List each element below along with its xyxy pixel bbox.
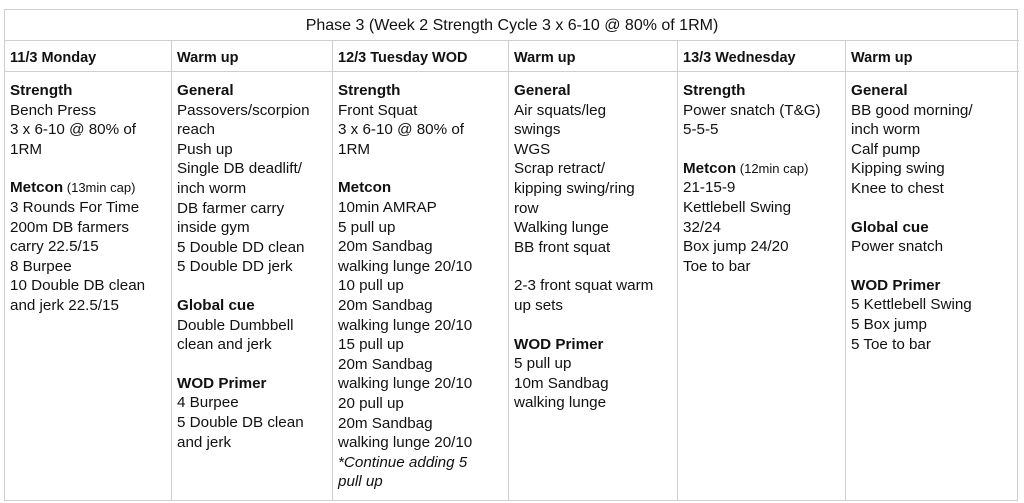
- block-line: 3 x 6-10 @ 80% of: [338, 121, 465, 139]
- block-line: BB good morning/: [851, 101, 973, 119]
- block-line: 20m Sandbag: [338, 296, 433, 314]
- block-line: walking lunge 20/10: [338, 316, 473, 334]
- block-line: 200m DB farmers: [10, 218, 130, 236]
- block-line: 1RM: [338, 140, 371, 158]
- block-line: Double Dumbbell: [177, 316, 294, 334]
- block-line: kipping swing/ring: [514, 179, 635, 197]
- workout-block: [683, 81, 845, 140]
- workout-block: [338, 178, 508, 492]
- block-line: 5 pull up: [338, 218, 396, 236]
- block-title: [338, 178, 508, 198]
- block-line: walking lunge 20/10: [338, 257, 473, 275]
- block-title: [851, 218, 1019, 238]
- block-line: clean and jerk: [177, 336, 272, 354]
- block-line: walking lunge 20/10: [338, 434, 473, 452]
- block-title: [10, 81, 171, 101]
- block-line: inch worm: [177, 179, 247, 197]
- block-note-line: *Continue adding 5: [338, 453, 468, 471]
- workout-block: [177, 81, 332, 277]
- block-title-text: Global cue: [177, 296, 255, 314]
- block-title-text: General: [514, 82, 571, 99]
- workout-block: [338, 81, 508, 159]
- block-line: inside gym: [177, 219, 250, 237]
- workout-block: [683, 159, 845, 277]
- block-line: Passovers/scorpion: [177, 101, 310, 119]
- block-line: 5-5-5: [683, 121, 719, 139]
- block-title-text: Strength: [10, 82, 73, 99]
- block-line: WGS: [514, 140, 551, 158]
- block-title-text: General: [851, 82, 908, 99]
- block-line: Kettlebell Swing: [683, 198, 792, 216]
- workout-block: [10, 178, 171, 315]
- workout-block: [851, 81, 1019, 199]
- block-line: 10min AMRAP: [338, 198, 437, 216]
- block-line: Toe to bar: [683, 257, 751, 275]
- block-line: and jerk: [177, 433, 232, 451]
- table-title: Phase 3 (Week 2 Strength Cycle 3 x 6-10 @ 80% of 1RM): [5, 10, 1019, 41]
- block-line: 5 Double DB clean: [177, 413, 304, 431]
- column-wednesday: [678, 72, 846, 500]
- block-title: [851, 276, 1019, 296]
- workout-block: [177, 374, 332, 452]
- block-title-text: Global cue: [851, 218, 929, 236]
- block-title: [177, 296, 332, 316]
- block-line: 3 Rounds For Time: [10, 198, 140, 216]
- block-title-note: (13min cap): [63, 180, 136, 196]
- block-line: 4 Burpee: [177, 394, 239, 412]
- block-line: inch worm: [851, 121, 921, 139]
- workout-block: [851, 218, 1019, 257]
- block-line: 10 Double DB clean: [10, 277, 146, 295]
- block-line: 8 Burpee: [10, 257, 72, 275]
- header-warmup-2: Warm up: [509, 41, 678, 72]
- block-line: 20m Sandbag: [338, 414, 433, 432]
- block-title: [177, 81, 332, 101]
- block-title: [514, 335, 677, 355]
- header-wednesday: 13/3 Wednesday: [678, 41, 846, 72]
- block-line: BB front squat: [514, 238, 611, 256]
- block-line: Push up: [177, 140, 233, 158]
- block-line: and jerk 22.5/15: [10, 296, 119, 314]
- block-line: Box jump 24/20: [683, 238, 789, 256]
- block-line: carry 22.5/15: [10, 238, 99, 256]
- block-title: [683, 81, 845, 101]
- workout-table: [4, 9, 1018, 501]
- column-warmup-1: [172, 72, 333, 500]
- block-line: reach: [177, 121, 215, 139]
- block-line: Walking lunge: [514, 219, 609, 237]
- workout-block: [514, 335, 677, 413]
- block-line: 21-15-9: [683, 179, 736, 197]
- block-title: [10, 178, 171, 198]
- block-title-text: Metcon: [338, 179, 392, 197]
- column-tuesday: [333, 72, 509, 500]
- block-line: 5 pull up: [514, 355, 572, 373]
- block-line: 20m Sandbag: [338, 238, 433, 256]
- block-line: row: [514, 199, 539, 217]
- block-line: Knee to chest: [851, 179, 944, 197]
- block-title: [514, 81, 677, 101]
- block-line: Bench Press: [10, 101, 97, 119]
- block-title-text: Metcon: [683, 159, 737, 177]
- block-line: walking lunge 20/10: [338, 375, 473, 393]
- column-monday: [5, 72, 172, 500]
- block-title: [851, 81, 1019, 101]
- block-line: Scrap retract/: [514, 160, 606, 178]
- block-line: 1RM: [10, 140, 43, 158]
- block-line: Power snatch (T&G): [683, 101, 821, 119]
- block-line: up sets: [514, 296, 563, 314]
- block-title: [177, 374, 332, 394]
- block-line: walking lunge: [514, 394, 607, 412]
- block-line: Air squats/leg: [514, 101, 607, 119]
- block-title-text: General: [177, 82, 234, 99]
- block-line: 5 Box jump: [851, 315, 927, 333]
- block-line: Kipping swing: [851, 160, 945, 178]
- workout-block: [10, 81, 171, 159]
- block-line: 15 pull up: [338, 336, 404, 354]
- block-title: [683, 159, 845, 179]
- block-line: Front Squat: [338, 101, 418, 119]
- block-title-text: WOD Primer: [514, 335, 604, 353]
- block-line: swings: [514, 121, 561, 139]
- block-line: 5 Toe to bar: [851, 335, 931, 353]
- workout-block: [851, 276, 1019, 354]
- block-line: 20 pull up: [338, 394, 404, 412]
- header-monday: 11/3 Monday: [5, 41, 172, 72]
- block-line: 5 Double DD jerk: [177, 258, 293, 276]
- block-title-note: (12min cap): [736, 160, 809, 176]
- block-title-text: Metcon: [10, 179, 64, 197]
- block-line: Single DB deadlift/: [177, 160, 302, 178]
- workout-block: [177, 296, 332, 355]
- block-line: 3 x 6-10 @ 80% of: [10, 121, 137, 139]
- header-warmup-1: Warm up: [172, 41, 333, 72]
- block-title-text: WOD Primer: [177, 374, 267, 392]
- header-tuesday: 12/3 Tuesday WOD: [333, 41, 509, 72]
- workout-block: [514, 276, 677, 315]
- block-line: 10m Sandbag: [514, 374, 609, 392]
- column-warmup-2: [509, 72, 678, 500]
- block-note-line: pull up: [338, 473, 383, 491]
- block-line: Calf pump: [851, 140, 921, 158]
- block-line: 20m Sandbag: [338, 355, 433, 373]
- block-line: 5 Double DD clean: [177, 238, 305, 256]
- block-line: DB farmer carry: [177, 199, 285, 217]
- block-line: 2-3 front squat warm: [514, 277, 654, 295]
- workout-block: [514, 81, 677, 257]
- block-line: 32/24: [683, 218, 722, 236]
- block-line: 5 Kettlebell Swing: [851, 296, 972, 314]
- block-title-text: WOD Primer: [851, 276, 941, 294]
- block-line: Power snatch: [851, 238, 944, 256]
- block-title-text: Strength: [683, 82, 746, 99]
- block-title: [338, 81, 508, 101]
- block-line: 10 pull up: [338, 277, 404, 295]
- block-title-text: Strength: [338, 82, 401, 99]
- column-warmup-3: [846, 72, 1019, 500]
- header-warmup-3: Warm up: [846, 41, 1019, 72]
